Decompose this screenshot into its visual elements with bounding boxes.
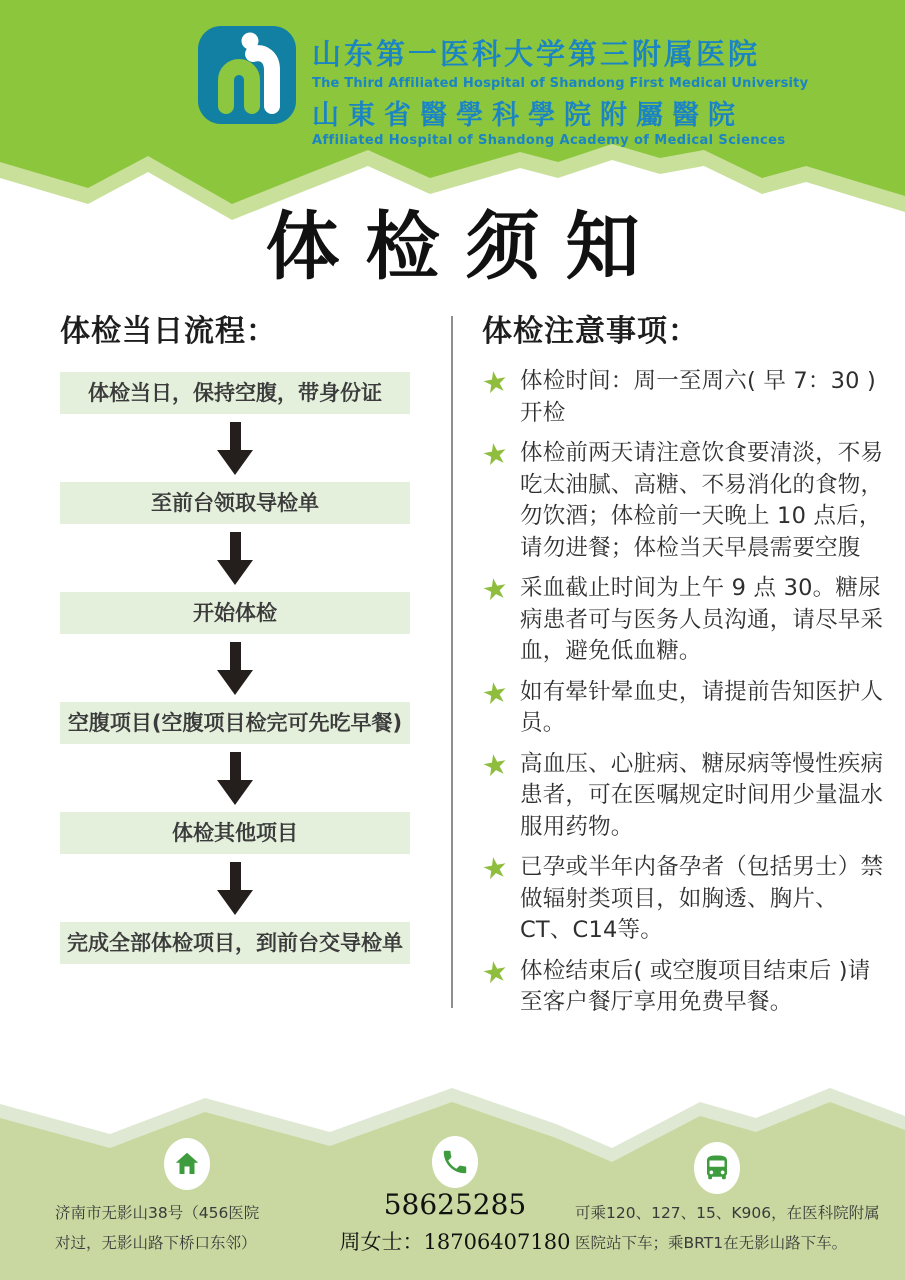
note-text: 采血截止时间为上午 9 点 30。糖尿病患者可与医务人员沟通，请尽早采血，避免低血糖。 bbox=[520, 575, 884, 664]
notes-heading: 体检注意事项： bbox=[482, 314, 699, 349]
note-item bbox=[479, 952, 884, 1019]
hospital-name-cn-traditional: 山東省醫學科學院附屬醫院 bbox=[312, 100, 744, 131]
flow-step-box: 完成全部体检项目，到前台交导检单 bbox=[60, 922, 410, 964]
note-item bbox=[479, 435, 884, 564]
flow-column bbox=[60, 306, 410, 964]
down-arrow-icon bbox=[60, 524, 410, 592]
hospital-logo bbox=[198, 26, 296, 124]
flow-steps bbox=[60, 372, 410, 964]
notes-list bbox=[479, 363, 884, 1019]
note-item bbox=[479, 363, 884, 429]
flow-step-box: 空腹项目(空腹项目检完可先吃早餐) bbox=[60, 702, 410, 744]
flow-step-box: 体检当日，保持空腹，带身份证 bbox=[60, 372, 410, 414]
note-text: 高血压、心脏病、糖尿病等慢性疾病患者，可在医嘱规定时间用少量温水服用药物。 bbox=[520, 750, 884, 840]
star-icon: ★ bbox=[479, 673, 511, 712]
down-arrow-icon bbox=[60, 744, 410, 812]
column-divider bbox=[451, 316, 453, 1008]
hospital-name-block bbox=[312, 32, 887, 148]
note-text: 体检结束后( 或空腹项目结束后 )请至客户餐厅享用免费早餐。 bbox=[520, 957, 871, 1015]
footer-transit: 可乘120、127、15、K906，在医科院附属 医院站下车；乘BRT1在无影山路下车。 bbox=[575, 1204, 880, 1252]
star-icon: ★ bbox=[479, 435, 511, 474]
down-arrow-icon bbox=[60, 854, 410, 922]
page-title: 体检须知 bbox=[265, 204, 666, 290]
address-icon-circle bbox=[164, 1138, 210, 1190]
footer-phone-number: 58625285 bbox=[383, 1188, 527, 1221]
phone-icon-circle bbox=[432, 1136, 478, 1188]
bus-icon bbox=[702, 1153, 732, 1183]
house-icon bbox=[172, 1149, 202, 1179]
footer-contact: 周女士：18706407180 bbox=[339, 1230, 571, 1254]
footer-address: 济南市无影山38号（456医院 对过，无影山路下桥口东邻） bbox=[55, 1204, 260, 1252]
note-item bbox=[479, 849, 884, 947]
note-text: 体检时间：周一至周六( 早 7：30 )开检 bbox=[520, 368, 876, 426]
star-icon: ★ bbox=[479, 363, 511, 402]
down-arrow-icon bbox=[60, 414, 410, 482]
flow-step-box: 体检其他项目 bbox=[60, 812, 410, 854]
note-item bbox=[479, 570, 884, 668]
note-text: 如有晕针晕血史，请提前告知医护人员。 bbox=[520, 678, 884, 736]
flow-heading: 体检当日流程： bbox=[60, 314, 277, 349]
note-text: 体检前两天请注意饮食要清淡，不易吃太油腻、高糖、不易消化的食物，勿饮酒；体检前一天晚上 10 点后，请勿进餐；体检当天早晨需要空腹 bbox=[520, 440, 884, 561]
star-icon: ★ bbox=[479, 952, 511, 991]
hospital-name-cn: 山东第一医科大学第三附属医院 bbox=[312, 37, 761, 71]
flow-step-box: 开始体检 bbox=[60, 592, 410, 634]
hospital-name-en: The Third Affiliated Hospital of Shandong First Medical University bbox=[312, 76, 809, 91]
note-text: 已孕或半年内备孕者（包括男士）禁做辐射类项目，如胸透、胸片、CT、C14等。 bbox=[520, 854, 884, 943]
star-icon: ★ bbox=[479, 570, 511, 609]
hospital-m-logo-icon bbox=[198, 26, 296, 124]
flow-step-box: 至前台领取导检单 bbox=[60, 482, 410, 524]
note-item bbox=[479, 745, 884, 844]
phone-icon bbox=[440, 1147, 470, 1177]
notes-column bbox=[479, 306, 884, 1028]
star-icon: ★ bbox=[479, 745, 511, 784]
star-icon: ★ bbox=[479, 849, 511, 888]
down-arrow-icon bbox=[60, 634, 410, 702]
hospital-name-en-2: Affiliated Hospital of Shandong Academy of Medical Sciences bbox=[312, 133, 786, 148]
bus-icon-circle bbox=[694, 1142, 740, 1194]
note-item bbox=[479, 673, 884, 740]
